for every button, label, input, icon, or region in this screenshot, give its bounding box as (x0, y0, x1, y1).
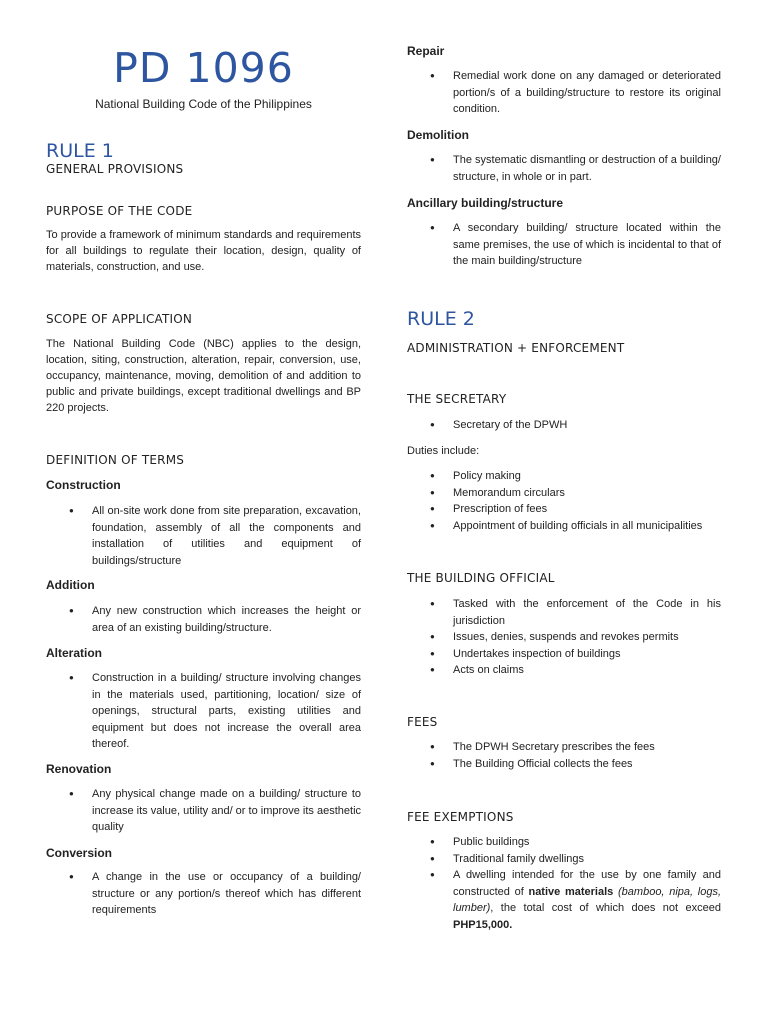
list-item: ● The Building Official collects the fees (407, 756, 721, 773)
rule-1-subheading: GENERAL PROVISIONS (46, 162, 184, 176)
list-item: ● A secondary building/ structure located within the same premises, the use of which is incidental to that of the main building/structure (407, 220, 721, 270)
term-ancillary: Ancillary building/structure (407, 196, 564, 210)
term-addition: Addition (46, 578, 95, 592)
fee-exemptions-list (407, 834, 721, 933)
building-official-heading: THE BUILDING OFFICIAL (407, 571, 555, 585)
list-item: ● The systematic dismantling or destruction of a building/ structure, in whole or in part. (407, 152, 721, 185)
term-renovation: Renovation (46, 762, 112, 776)
list-item: ● Issues, denies, suspends and revokes permits (407, 629, 721, 646)
term-conversion: Conversion (46, 846, 113, 860)
list-item: ● Any physical change made on a building/ structure to increase its value, utility and/ or to improve its aesthetic quality (46, 786, 361, 836)
list-item: ● Undertakes inspection of buildings (407, 646, 721, 663)
conversion-list (46, 869, 361, 919)
list-item: ● Traditional family dwellings (407, 851, 721, 868)
list-item: ● Remedial work done on any damaged or deteriorated portion/s of a building/structure to restore its original condition. (407, 68, 721, 118)
list-item: ● The DPWH Secretary prescribes the fees (407, 739, 721, 756)
rule-1-heading: RULE 1 (46, 140, 114, 162)
exemption-text: A dwelling intended for the use by one family and constructed of (453, 869, 721, 898)
term-construction: Construction (46, 478, 121, 492)
list-item: ● A change in the use or occupancy of a building/ structure or any portion/s thereof which has different requirements (46, 869, 361, 919)
scope-heading: SCOPE OF APPLICATION (46, 312, 193, 326)
fee-exemptions-heading: FEE EXEMPTIONS (407, 810, 514, 824)
exemption-native-materials: native materials (528, 885, 614, 898)
rule-2-heading: RULE 2 (407, 308, 475, 330)
addition-list (46, 603, 361, 636)
term-demolition: Demolition (407, 128, 469, 142)
purpose-text: To provide a framework of minimum standards and requirements for all buildings to regulate their location, design, quality of materials, construction, and use. (46, 229, 361, 273)
list-item: ● Any new construction which increases the height or area of an existing building/structure. (46, 603, 361, 636)
list-item: ● Appointment of building officials in all municipalities (407, 518, 721, 535)
construction-list (46, 503, 361, 569)
list-item: ● Construction in a building/ structure involving changes in the materials used, partitioning, location/ size of openings, structural parts, existing utilities and equipment but does not increase the overall area thereof. (46, 670, 361, 753)
document-title: PD 1096 (113, 44, 294, 92)
list-item: ● Tasked with the enforcement of the Code in his jurisdiction (407, 596, 721, 629)
list-item: ● Prescription of fees (407, 501, 721, 518)
alteration-list (46, 670, 361, 753)
renovation-list (46, 786, 361, 836)
term-repair: Repair (407, 44, 445, 58)
rule-2-subheading: ADMINISTRATION + ENFORCEMENT (407, 341, 625, 355)
secretary-list (407, 417, 721, 434)
list-item: ● All on-site work done from site preparation, excavation, foundation, assembly of all the components and installation of utilities and equipment of buildings/structure (46, 503, 361, 569)
list-item: ● Public buildings (407, 834, 721, 851)
scope-text: The National Building Code (NBC) applies to the design, location, siting, construction, alteration, repair, conversion, use, occupancy, maintenance, moving, demolition of and addition to public and private buildings, except traditional dwellings and BP 220 projects. (46, 338, 361, 414)
secretary-heading: THE SECRETARY (407, 392, 507, 406)
list-item: ● Secretary of the DPWH (407, 417, 721, 434)
definitions-heading: DEFINITION OF TERMS (46, 453, 185, 467)
document-subtitle: National Building Code of the Philippines (95, 97, 312, 111)
ancillary-list (407, 220, 721, 270)
repair-list (407, 68, 721, 118)
exemption-material-examples: (bamboo, nipa, logs, lumber) (453, 885, 722, 914)
building-official-list (407, 596, 721, 679)
exemption-cost-limit: PHP15,000. (453, 918, 513, 931)
purpose-heading: PURPOSE OF THE CODE (46, 204, 193, 218)
fees-heading: FEES (407, 715, 438, 729)
list-item: ● Policy making (407, 468, 721, 485)
list-item: ● Memorandum circulars (407, 485, 721, 502)
list-item (407, 867, 721, 933)
demolition-list (407, 152, 721, 185)
exemption-text-cont: , the total cost of which does not exceed (490, 902, 721, 914)
fees-list (407, 739, 721, 772)
duties-list (407, 468, 721, 534)
duties-label: Duties include: (407, 445, 480, 457)
term-alteration: Alteration (46, 646, 103, 660)
list-item: ● Acts on claims (407, 662, 721, 679)
